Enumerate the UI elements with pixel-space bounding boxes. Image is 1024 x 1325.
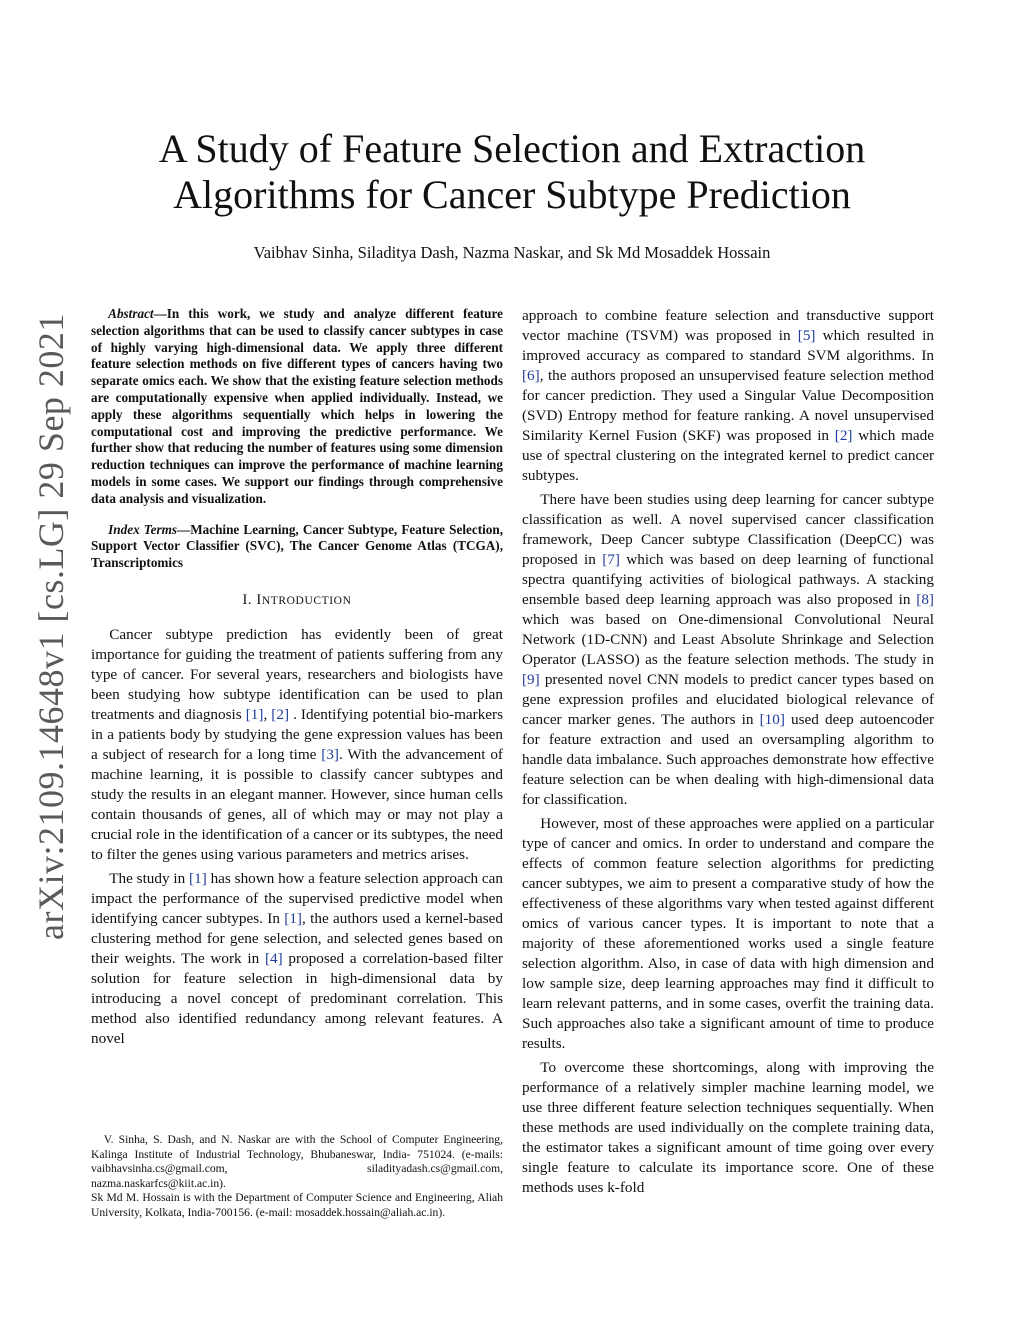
left-column [91, 306, 503, 1053]
citation-link[interactable]: [2] [271, 705, 290, 723]
paragraph-text: which was based on One-dimensional Convolutional Neural Network (1D-CNN) and Least Absolute Shrinkage and Selection Operator (LASSO) as the feature selection methods. The study in [522, 611, 934, 668]
author-list: Vaibhav Sinha, Siladitya Dash, Nazma Naskar, and Sk Md Mosaddek Hossain [253, 243, 771, 262]
title-line-2: Algorithms for Cancer Subtype Prediction [173, 172, 851, 217]
author-affiliation-footnote [91, 1133, 503, 1221]
abstract-label: Abstract [108, 306, 154, 321]
paragraph-text: has shown how a feature selection approach can impact the performance of the supervised predictive model when identifying cancer subtypes. In [91, 869, 503, 927]
section-title-rest: NTRODUCTION [261, 594, 352, 607]
right-column [522, 306, 934, 1202]
citation-link[interactable]: [1] [245, 705, 264, 723]
citation-link[interactable]: [1] [284, 909, 302, 927]
citation-link[interactable]: [5] [797, 327, 816, 344]
abstract [91, 306, 503, 508]
section-number: I. [242, 591, 253, 608]
paragraph-text: which was based on deep learning of functional spectra quantifying activities of biological pathways. A stacking ensemble based deep learning approach was also proposed in [522, 551, 934, 608]
intro-paragraph-1 [91, 625, 503, 865]
paragraph-text: . Identifying potential bio-markers in a patients body by studying the gene expression values has been a subject of research for a long time [91, 705, 504, 763]
paragraph-text: presented novel CNN models to predict cancer types based on gene expression profiles and elucidated biological relevance of cancer marker genes. The authors in [522, 671, 934, 728]
citation-link[interactable]: [4] [264, 949, 283, 967]
footnote-paragraph-1: V. Sinha, S. Dash, and N. Naskar are with the School of Computer Engineering, Kalinga Institute of Industrial Technology, Bhubaneswar, India- 751024. (e-mails: vaibhavsinha.cs@gmail.com, siladityadash.cs@gmail.com, nazma.naskarfcs@kiit.ac.in). [91, 1133, 503, 1190]
citation-link[interactable]: [7] [602, 551, 620, 568]
section-heading-introduction [91, 592, 503, 609]
intro-paragraph-3 [522, 306, 934, 486]
intro-paragraph-4 [522, 490, 934, 810]
citation-link[interactable]: [8] [916, 591, 934, 608]
paragraph-text: which made use of spectral clustering on the integrated kernel to predict cancer subtypes. [522, 427, 934, 484]
paragraph-text: , the authors used a kernel-based clustering method for gene selection, and selected genes based on their weights. The work in [91, 909, 503, 967]
paragraph-text: approach to combine feature selection and transductive support vector machine (TSVM) was proposed in [522, 307, 934, 344]
citation-link[interactable]: [2] [834, 427, 853, 444]
section-title-initial: I [256, 591, 262, 608]
index-terms-label: Index Terms [108, 521, 178, 537]
intro-paragraph-6: To overcome these shortcomings, along with improving the performance of a relatively simpler machine learning model, we use three different feature selection techniques sequentially. When these methods are used individually on the complete training data, the estimator takes a significant amount of time going over every single feature to calculate its importance score. One of these methods uses k-fold [522, 1059, 934, 1196]
paragraph-text: Cancer subtype prediction has evidently been of great importance for guiding the treatment of patients suffering from any type of cancer. For several years, researchers and biologists have been studying how subtype identification can be used to plan treatments and diagnosis [91, 625, 503, 723]
arxiv-identifier-stamp: arXiv:2109.14648v1 [cs.LG] 29 Sep 2021 [31, 313, 71, 940]
title-line-1: A Study of Feature Selection and Extraction [158, 126, 866, 171]
intro-paragraph-5: However, most of these approaches were applied on a particular type of cancer and omics. In order to understand and compare the effects of common feature selection algorithms for predicting cancer subtypes, we aim to present a comparative study of how the effectiveness of these algorithms vary when tested against different omics of various cancer types. It is important to note that a majority of these aforementioned works used a single feature selection algorithm. Also, in case of data with high dimension and low sample size, deep learning approaches may find it difficult to learn relevant patterns, and in some cases, overfit the training data. Such approaches also take a significant amount of time to produce results. [522, 815, 934, 1052]
paragraph-text: proposed a correlation-based filter solution for feature selection in high-dimensional data by introducing a novel concept of predominant correlation. This method also identified redundancy among relevant features. A novel [91, 949, 503, 1047]
paragraph-text: The study in [109, 869, 190, 887]
abstract-text: —In this work, we study and analyze different feature selection algorithms that can be used to classify cancer subtypes in case of highly varying high-dimensional data. We apply three different feature selection methods on five different types of cancers having two separate omics each. We show that the existing feature selection methods are computationally expensive when applied individually. Instead, we apply these algorithms sequentially which helps in lowering the computational cost and improving the predictive performance. We further show that reducing the number of features using some dimension reduction techniques can improve the performance of machine learning models in some cases. We support our findings through comprehensive data analysis and visualization. [91, 306, 503, 506]
citation-link[interactable]: [3] [321, 745, 339, 763]
index-terms-text: —Machine Learning, Cancer Subtype, Feature Selection, Support Vector Classifier (SVC), The Cancer Genome Atlas (TCGA), Transcriptomics [91, 521, 503, 571]
citation-link[interactable]: [10] [759, 711, 785, 728]
paragraph-text: which resulted in improved accuracy as compared to standard SVM algorithms. In [522, 327, 934, 364]
footnote-paragraph-2: Sk Md M. Hossain is with the Department of Computer Science and Engineering, Aliah University, Kolkata, India-700156. (e-mail: mosaddek.hossain@aliah.ac.in). [91, 1191, 503, 1219]
paragraph-text: There have been studies using deep learning for cancer subtype classification as well. A novel supervised cancer classification framework, Deep Cancer subtype Classification (DeepCC) was proposed in [522, 491, 934, 568]
index-terms [91, 522, 503, 572]
paragraph-text: , [263, 705, 272, 723]
paper-title [90, 126, 934, 218]
citation-link[interactable]: [9] [522, 671, 540, 688]
citation-link[interactable]: [6] [522, 367, 540, 384]
paragraph-text: , the authors proposed an unsupervised feature selection method for cancer prediction. They used a Singular Value Decomposition (SVD) Entropy method for feature ranking. A novel unsupervised Similarity Kernel Fusion (SKF) was proposed in [522, 367, 934, 444]
paragraph-text: used deep autoencoder for feature extraction and used an oversampling algorithm to handle data imbalance. Such approaches demonstrate how effective feature selection can be when dealing with high-dimensional data for classification. [522, 711, 935, 808]
paragraph-text: . With the advancement of machine learning, it is possible to classify cancer subtypes and study the results in an elegant manner. However, since human cells contain thousands of genes, all of which may or may not play a crucial role in the identification of a cancer or its subtypes, the need to filter the genes using various parameters and metrics arises. [91, 745, 504, 863]
intro-paragraph-2 [91, 869, 503, 1049]
citation-link[interactable]: [1] [189, 869, 207, 887]
